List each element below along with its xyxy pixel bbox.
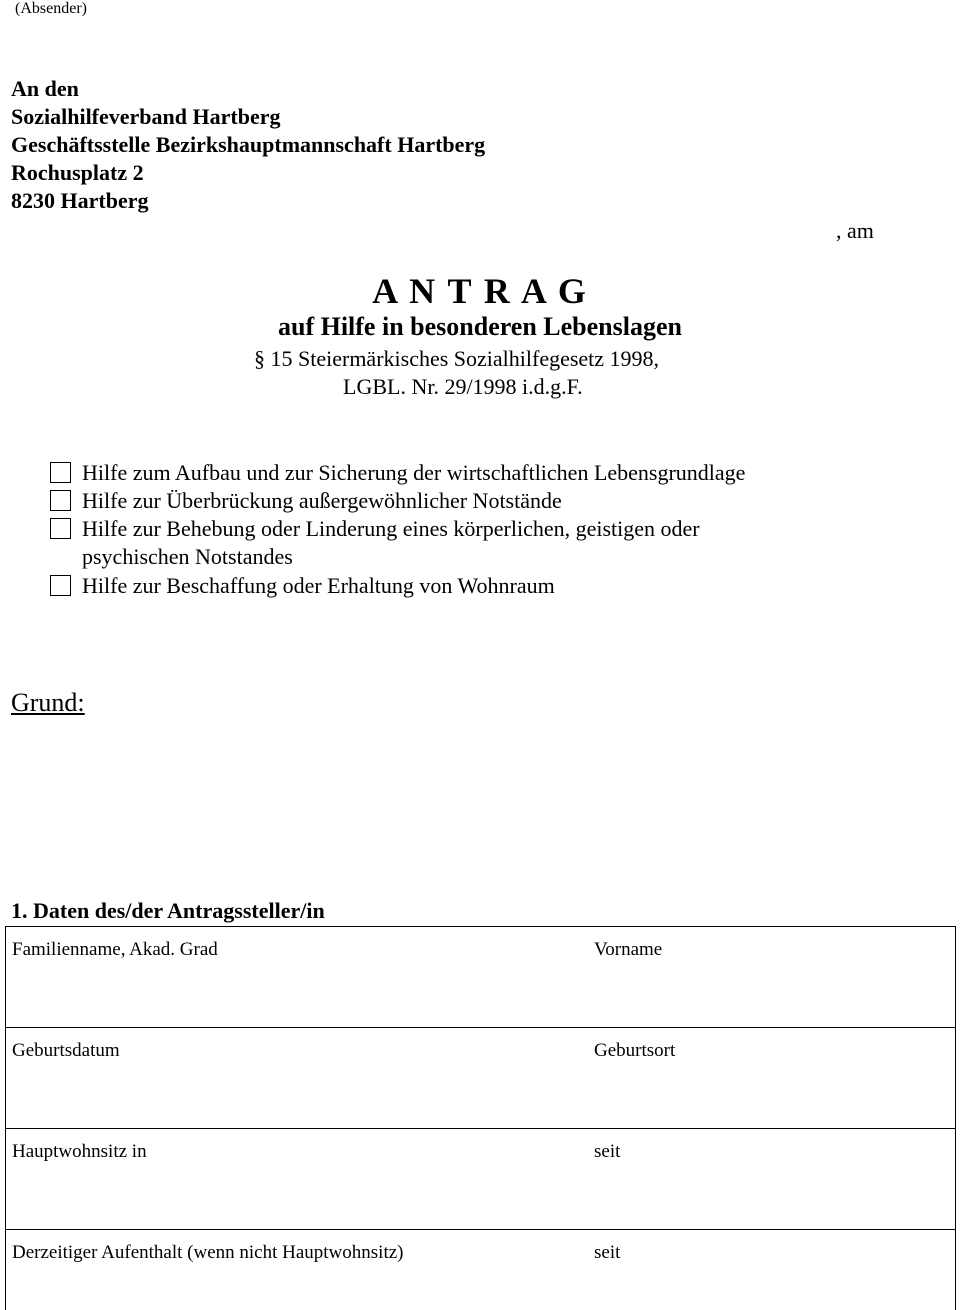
field-label: Familienname, Akad. Grad (12, 939, 218, 960)
table-row (6, 1028, 956, 1129)
section-title: 1. Daten des/der Antragssteller/in (11, 898, 325, 924)
page-title: A N T R A G (0, 270, 960, 312)
option-item[interactable] (50, 459, 842, 487)
option-label: Hilfe zur Beschaffung oder Erhaltung von Wohnraum (82, 572, 842, 600)
table-row (6, 1129, 956, 1230)
field-label: Derzeitiger Aufenthalt (wenn nicht Hauptwohnsitz) (12, 1242, 404, 1263)
option-label: Hilfe zur Behebung oder Linderung eines körperlichen, geistigen oder psychischen Notstandes (82, 515, 802, 571)
firstname-field[interactable] (588, 927, 956, 1028)
residence-since-field[interactable] (588, 1129, 956, 1230)
checkbox[interactable] (50, 490, 71, 511)
recipient-line-4: Rochusplatz 2 (11, 159, 144, 187)
option-label: Hilfe zum Aufbau und zur Sicherung der wirtschaftlichen Lebensgrundlage (82, 459, 842, 487)
sender-label: (Absender) (15, 0, 87, 18)
stay-since-field[interactable] (588, 1230, 956, 1310)
option-item[interactable] (50, 487, 842, 515)
checkbox[interactable] (50, 575, 71, 596)
current-stay-field[interactable] (6, 1230, 589, 1310)
option-label: Hilfe zur Überbrückung außergewöhnlicher Notstände (82, 487, 842, 515)
recipient-line-3: Geschäftsstelle Bezirkshauptmannschaft Hartberg (11, 131, 485, 159)
table-row (6, 927, 956, 1028)
law-reference-line-1: § 15 Steiermärkisches Sozialhilfegesetz 1998, (254, 346, 659, 372)
checkbox[interactable] (50, 462, 71, 483)
recipient-line-5: 8230 Hartberg (11, 187, 148, 215)
option-item[interactable] (50, 515, 802, 571)
law-reference-line-2: LGBL. Nr. 29/1998 i.d.g.F. (343, 374, 583, 400)
option-item[interactable] (50, 572, 842, 600)
birthdate-field[interactable] (6, 1028, 589, 1129)
main-residence-field[interactable] (6, 1129, 589, 1230)
date-label: , am (836, 218, 874, 244)
surname-field[interactable] (6, 927, 589, 1028)
checkbox[interactable] (50, 518, 71, 539)
field-label: seit (594, 1141, 620, 1162)
page-subtitle: auf Hilfe in besonderen Lebenslagen (0, 312, 960, 342)
recipient-line-2: Sozialhilfeverband Hartberg (11, 103, 280, 131)
field-label: seit (594, 1242, 620, 1263)
field-label: Geburtsdatum (12, 1040, 120, 1061)
field-label: Hauptwohnsitz in (12, 1141, 147, 1162)
field-label: Geburtsort (594, 1040, 675, 1061)
grund-label: Grund: (11, 688, 85, 718)
field-label: Vorname (594, 939, 662, 960)
birthplace-field[interactable] (588, 1028, 956, 1129)
table-row (6, 1230, 956, 1310)
recipient-line-1: An den (11, 75, 79, 103)
applicant-data-table (5, 926, 956, 1310)
